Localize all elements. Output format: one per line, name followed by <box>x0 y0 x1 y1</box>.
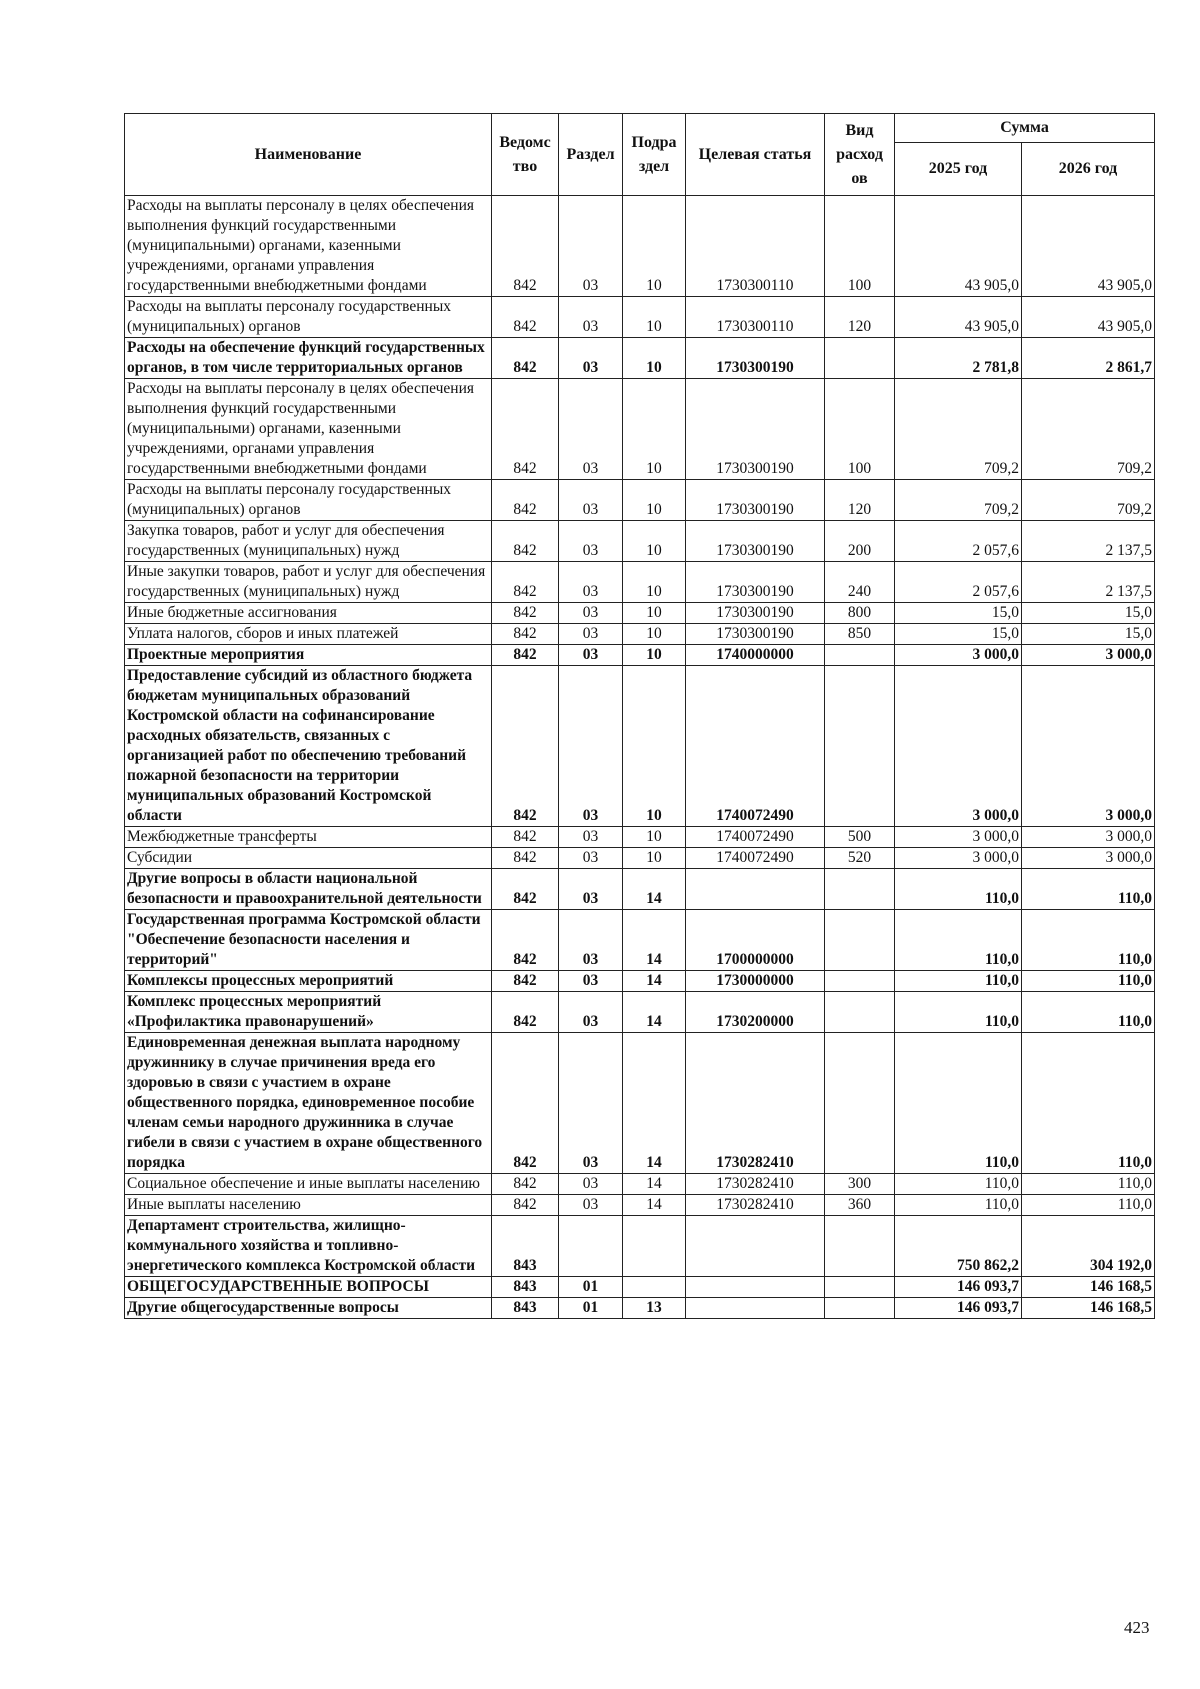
row-dept-cell: 842 <box>492 645 559 666</box>
table-row <box>125 848 1155 869</box>
row-sum-2025-cell: 15,0 <box>895 624 1022 645</box>
row-sum-2026-cell: 110,0 <box>1022 869 1155 910</box>
row-dept-cell: 842 <box>492 666 559 827</box>
row-exptype-cell: 520 <box>825 848 895 869</box>
row-section-cell: 03 <box>559 624 623 645</box>
table-row <box>125 971 1155 992</box>
row-exptype-cell <box>825 1298 895 1319</box>
table-row <box>125 603 1155 624</box>
table-row <box>125 645 1155 666</box>
table-row <box>125 1174 1155 1195</box>
row-section-cell: 01 <box>559 1298 623 1319</box>
row-name-cell: Другие общегосударственные вопросы <box>125 1298 492 1319</box>
row-exptype-cell <box>825 1033 895 1174</box>
row-section-cell: 03 <box>559 196 623 297</box>
row-exptype-cell: 850 <box>825 624 895 645</box>
row-exptype-cell <box>825 971 895 992</box>
row-dept-cell: 842 <box>492 562 559 603</box>
row-name-cell: Иные бюджетные ассигнования <box>125 603 492 624</box>
row-section-cell: 03 <box>559 1174 623 1195</box>
row-dept-cell: 842 <box>492 869 559 910</box>
row-name-cell: Департамент строительства, жилищно-коммунального хозяйства и топливно-энергетического комплекса Костромской области <box>125 1216 492 1277</box>
row-section-cell: 03 <box>559 1195 623 1216</box>
header-target: Целевая статья <box>686 114 825 196</box>
row-target-cell: 1740072490 <box>686 848 825 869</box>
row-subsection-cell: 14 <box>623 971 686 992</box>
row-subsection-cell <box>623 1216 686 1277</box>
row-subsection-cell: 10 <box>623 645 686 666</box>
row-sum-2025-cell: 3 000,0 <box>895 645 1022 666</box>
row-sum-2025-cell: 110,0 <box>895 992 1022 1033</box>
row-subsection-cell: 10 <box>623 297 686 338</box>
row-exptype-cell: 100 <box>825 196 895 297</box>
row-subsection-cell: 14 <box>623 910 686 971</box>
row-dept-cell: 842 <box>492 910 559 971</box>
row-target-cell: 1740072490 <box>686 827 825 848</box>
row-section-cell: 03 <box>559 338 623 379</box>
row-target-cell <box>686 1216 825 1277</box>
table-row <box>125 869 1155 910</box>
row-sum-2026-cell: 110,0 <box>1022 971 1155 992</box>
row-target-cell: 1730000000 <box>686 971 825 992</box>
row-section-cell: 03 <box>559 869 623 910</box>
row-subsection-cell: 10 <box>623 624 686 645</box>
row-dept-cell: 842 <box>492 379 559 480</box>
row-section-cell: 03 <box>559 562 623 603</box>
row-sum-2026-cell: 3 000,0 <box>1022 645 1155 666</box>
row-sum-2025-cell: 110,0 <box>895 1033 1022 1174</box>
table-row <box>125 196 1155 297</box>
table-row <box>125 521 1155 562</box>
row-sum-2025-cell: 110,0 <box>895 1174 1022 1195</box>
row-sum-2026-cell: 15,0 <box>1022 603 1155 624</box>
row-dept-cell: 842 <box>492 1033 559 1174</box>
row-name-cell: Межбюджетные трансферты <box>125 827 492 848</box>
row-target-cell <box>686 1277 825 1298</box>
row-exptype-cell: 120 <box>825 297 895 338</box>
row-sum-2025-cell: 3 000,0 <box>895 848 1022 869</box>
row-dept-cell: 842 <box>492 848 559 869</box>
row-dept-cell: 842 <box>492 971 559 992</box>
row-exptype-cell: 240 <box>825 562 895 603</box>
row-sum-2026-cell: 304 192,0 <box>1022 1216 1155 1277</box>
row-name-cell: Расходы на выплаты персоналу в целях обеспечения выполнения функций государственными (муниципальными) органами, казенными учреждениями, органами управления государственными внебюджетными фондами <box>125 196 492 297</box>
row-subsection-cell: 10 <box>623 848 686 869</box>
row-exptype-cell <box>825 992 895 1033</box>
row-subsection-cell: 14 <box>623 869 686 910</box>
row-subsection-cell: 14 <box>623 1195 686 1216</box>
row-dept-cell: 842 <box>492 827 559 848</box>
row-name-cell: Проектные мероприятия <box>125 645 492 666</box>
row-subsection-cell: 10 <box>623 827 686 848</box>
row-dept-cell: 842 <box>492 624 559 645</box>
table-row <box>125 910 1155 971</box>
row-section-cell: 03 <box>559 971 623 992</box>
row-section-cell: 03 <box>559 603 623 624</box>
row-section-cell: 03 <box>559 666 623 827</box>
row-sum-2026-cell: 2 137,5 <box>1022 521 1155 562</box>
row-target-cell: 1730300190 <box>686 562 825 603</box>
row-sum-2026-cell: 146 168,5 <box>1022 1277 1155 1298</box>
row-subsection-cell: 10 <box>623 196 686 297</box>
header-subsection: Подра здел <box>623 114 686 196</box>
row-sum-2026-cell: 110,0 <box>1022 1174 1155 1195</box>
row-sum-2026-cell: 2 861,7 <box>1022 338 1155 379</box>
row-sum-2026-cell: 709,2 <box>1022 379 1155 480</box>
row-subsection-cell: 10 <box>623 338 686 379</box>
row-exptype-cell <box>825 910 895 971</box>
header-section: Раздел <box>559 114 623 196</box>
row-name-cell: Расходы на выплаты персоналу государственных (муниципальных) органов <box>125 480 492 521</box>
row-dept-cell: 842 <box>492 196 559 297</box>
budget-table <box>124 113 1155 1319</box>
row-section-cell: 03 <box>559 848 623 869</box>
row-section-cell: 03 <box>559 827 623 848</box>
row-target-cell <box>686 1298 825 1319</box>
row-name-cell: Субсидии <box>125 848 492 869</box>
header-year-2026: 2026 год <box>1022 143 1155 196</box>
table-row <box>125 562 1155 603</box>
row-exptype-cell <box>825 666 895 827</box>
row-target-cell: 1730300110 <box>686 196 825 297</box>
row-target-cell: 1730282410 <box>686 1033 825 1174</box>
row-sum-2025-cell: 709,2 <box>895 379 1022 480</box>
row-exptype-cell <box>825 1216 895 1277</box>
table-row <box>125 480 1155 521</box>
row-target-cell: 1730282410 <box>686 1195 825 1216</box>
table-row <box>125 1216 1155 1277</box>
row-sum-2026-cell: 110,0 <box>1022 1033 1155 1174</box>
row-dept-cell: 842 <box>492 603 559 624</box>
row-dept-cell: 843 <box>492 1298 559 1319</box>
row-section-cell <box>559 1216 623 1277</box>
row-subsection-cell: 14 <box>623 1033 686 1174</box>
row-exptype-cell: 120 <box>825 480 895 521</box>
table-row <box>125 1298 1155 1319</box>
row-exptype-cell <box>825 645 895 666</box>
row-target-cell: 1730282410 <box>686 1174 825 1195</box>
row-section-cell: 03 <box>559 521 623 562</box>
row-sum-2026-cell: 43 905,0 <box>1022 196 1155 297</box>
row-exptype-cell: 360 <box>825 1195 895 1216</box>
table-row <box>125 338 1155 379</box>
table-row <box>125 624 1155 645</box>
row-name-cell: Расходы на выплаты персоналу государственных (муниципальных) органов <box>125 297 492 338</box>
row-sum-2025-cell: 110,0 <box>895 910 1022 971</box>
row-target-cell: 1700000000 <box>686 910 825 971</box>
row-sum-2025-cell: 43 905,0 <box>895 196 1022 297</box>
row-exptype-cell: 200 <box>825 521 895 562</box>
row-exptype-cell <box>825 1277 895 1298</box>
row-dept-cell: 842 <box>492 1195 559 1216</box>
row-subsection-cell: 10 <box>623 480 686 521</box>
row-exptype-cell <box>825 338 895 379</box>
row-name-cell: Государственная программа Костромской области "Обеспечение безопасности населения и территорий" <box>125 910 492 971</box>
row-target-cell <box>686 869 825 910</box>
row-name-cell: Расходы на обеспечение функций государственных органов, в том числе территориальных органов <box>125 338 492 379</box>
row-dept-cell: 842 <box>492 521 559 562</box>
row-sum-2025-cell: 3 000,0 <box>895 666 1022 827</box>
row-section-cell: 03 <box>559 910 623 971</box>
row-exptype-cell: 100 <box>825 379 895 480</box>
row-section-cell: 03 <box>559 297 623 338</box>
row-section-cell: 01 <box>559 1277 623 1298</box>
row-section-cell: 03 <box>559 1033 623 1174</box>
row-target-cell: 1730300190 <box>686 338 825 379</box>
row-subsection-cell: 14 <box>623 992 686 1033</box>
row-target-cell: 1730300190 <box>686 480 825 521</box>
row-exptype-cell <box>825 869 895 910</box>
row-subsection-cell: 13 <box>623 1298 686 1319</box>
row-sum-2025-cell: 750 862,2 <box>895 1216 1022 1277</box>
row-sum-2025-cell: 110,0 <box>895 971 1022 992</box>
row-target-cell: 1730200000 <box>686 992 825 1033</box>
row-name-cell: Иные выплаты населению <box>125 1195 492 1216</box>
row-name-cell: Единовременная денежная выплата народному дружиннику в случае причинения вреда его здоровью в связи с участием в охране общественного порядка, единовременное пособие членам семьи народного дружинника в случае гибели в связи с участием в охране общественного порядка <box>125 1033 492 1174</box>
row-sum-2026-cell: 709,2 <box>1022 480 1155 521</box>
row-exptype-cell: 500 <box>825 827 895 848</box>
row-name-cell: Другие вопросы в области национальной безопасности и правоохранительной деятельности <box>125 869 492 910</box>
table-row <box>125 379 1155 480</box>
row-subsection-cell <box>623 1277 686 1298</box>
row-subsection-cell: 10 <box>623 603 686 624</box>
header-sum: Сумма <box>895 114 1155 143</box>
row-section-cell: 03 <box>559 992 623 1033</box>
row-sum-2025-cell: 2 057,6 <box>895 521 1022 562</box>
header-dept: Ведомс тво <box>492 114 559 196</box>
row-dept-cell: 843 <box>492 1277 559 1298</box>
row-sum-2026-cell: 15,0 <box>1022 624 1155 645</box>
row-sum-2025-cell: 110,0 <box>895 869 1022 910</box>
row-sum-2025-cell: 3 000,0 <box>895 827 1022 848</box>
row-sum-2026-cell: 2 137,5 <box>1022 562 1155 603</box>
row-name-cell: Социальное обеспечение и иные выплаты населению <box>125 1174 492 1195</box>
row-sum-2025-cell: 2 057,6 <box>895 562 1022 603</box>
table-row <box>125 666 1155 827</box>
row-name-cell: Расходы на выплаты персоналу в целях обеспечения выполнения функций государственными (муниципальными) органами, казенными учреждениями, органами управления государственными внебюджетными фондами <box>125 379 492 480</box>
row-subsection-cell: 10 <box>623 521 686 562</box>
row-target-cell: 1740000000 <box>686 645 825 666</box>
row-sum-2026-cell: 3 000,0 <box>1022 848 1155 869</box>
row-exptype-cell: 800 <box>825 603 895 624</box>
budget-page <box>124 113 1154 1319</box>
header-name: Наименование <box>125 114 492 196</box>
row-sum-2026-cell: 110,0 <box>1022 992 1155 1033</box>
row-sum-2025-cell: 2 781,8 <box>895 338 1022 379</box>
row-target-cell: 1730300190 <box>686 521 825 562</box>
row-subsection-cell: 10 <box>623 666 686 827</box>
row-name-cell: Иные закупки товаров, работ и услуг для обеспечения государственных (муниципальных) нужд <box>125 562 492 603</box>
table-row <box>125 827 1155 848</box>
row-sum-2026-cell: 110,0 <box>1022 910 1155 971</box>
row-subsection-cell: 14 <box>623 1174 686 1195</box>
row-target-cell: 1730300190 <box>686 624 825 645</box>
row-name-cell: Комплексы процессных мероприятий <box>125 971 492 992</box>
row-target-cell: 1740072490 <box>686 666 825 827</box>
table-row <box>125 992 1155 1033</box>
row-name-cell: Предоставление субсидий из областного бюджета бюджетам муниципальных образований Костромской области на софинансирование расходных обязательств, связанных с организацией работ по обеспечению требований пожарной безопасности на территории муниципальных образований Костромской области <box>125 666 492 827</box>
row-dept-cell: 842 <box>492 480 559 521</box>
row-target-cell: 1730300110 <box>686 297 825 338</box>
table-body <box>125 196 1155 1319</box>
row-sum-2026-cell: 43 905,0 <box>1022 297 1155 338</box>
page-number: 423 <box>1124 1618 1150 1637</box>
row-target-cell: 1730300190 <box>686 603 825 624</box>
row-name-cell: Комплекс процессных мероприятий «Профилактика правонарушений» <box>125 992 492 1033</box>
row-subsection-cell: 10 <box>623 379 686 480</box>
header-exptype: Вид расход ов <box>825 114 895 196</box>
row-dept-cell: 842 <box>492 338 559 379</box>
row-dept-cell: 842 <box>492 297 559 338</box>
row-dept-cell: 842 <box>492 1174 559 1195</box>
row-sum-2025-cell: 110,0 <box>895 1195 1022 1216</box>
row-sum-2025-cell: 146 093,7 <box>895 1277 1022 1298</box>
row-sum-2025-cell: 15,0 <box>895 603 1022 624</box>
table-header-row <box>125 114 1155 143</box>
row-sum-2025-cell: 709,2 <box>895 480 1022 521</box>
row-section-cell: 03 <box>559 645 623 666</box>
row-exptype-cell: 300 <box>825 1174 895 1195</box>
table-row <box>125 1195 1155 1216</box>
row-sum-2025-cell: 146 093,7 <box>895 1298 1022 1319</box>
table-row <box>125 1033 1155 1174</box>
row-name-cell: Закупка товаров, работ и услуг для обеспечения государственных (муниципальных) нужд <box>125 521 492 562</box>
row-sum-2025-cell: 43 905,0 <box>895 297 1022 338</box>
header-year-2025: 2025 год <box>895 143 1022 196</box>
row-sum-2026-cell: 110,0 <box>1022 1195 1155 1216</box>
row-dept-cell: 843 <box>492 1216 559 1277</box>
row-target-cell: 1730300190 <box>686 379 825 480</box>
row-sum-2026-cell: 3 000,0 <box>1022 827 1155 848</box>
table-row <box>125 1277 1155 1298</box>
table-row <box>125 297 1155 338</box>
row-subsection-cell: 10 <box>623 562 686 603</box>
row-dept-cell: 842 <box>492 992 559 1033</box>
row-sum-2026-cell: 3 000,0 <box>1022 666 1155 827</box>
row-sum-2026-cell: 146 168,5 <box>1022 1298 1155 1319</box>
row-section-cell: 03 <box>559 480 623 521</box>
row-name-cell: Уплата налогов, сборов и иных платежей <box>125 624 492 645</box>
row-name-cell: ОБЩЕГОСУДАРСТВЕННЫЕ ВОПРОСЫ <box>125 1277 492 1298</box>
row-section-cell: 03 <box>559 379 623 480</box>
